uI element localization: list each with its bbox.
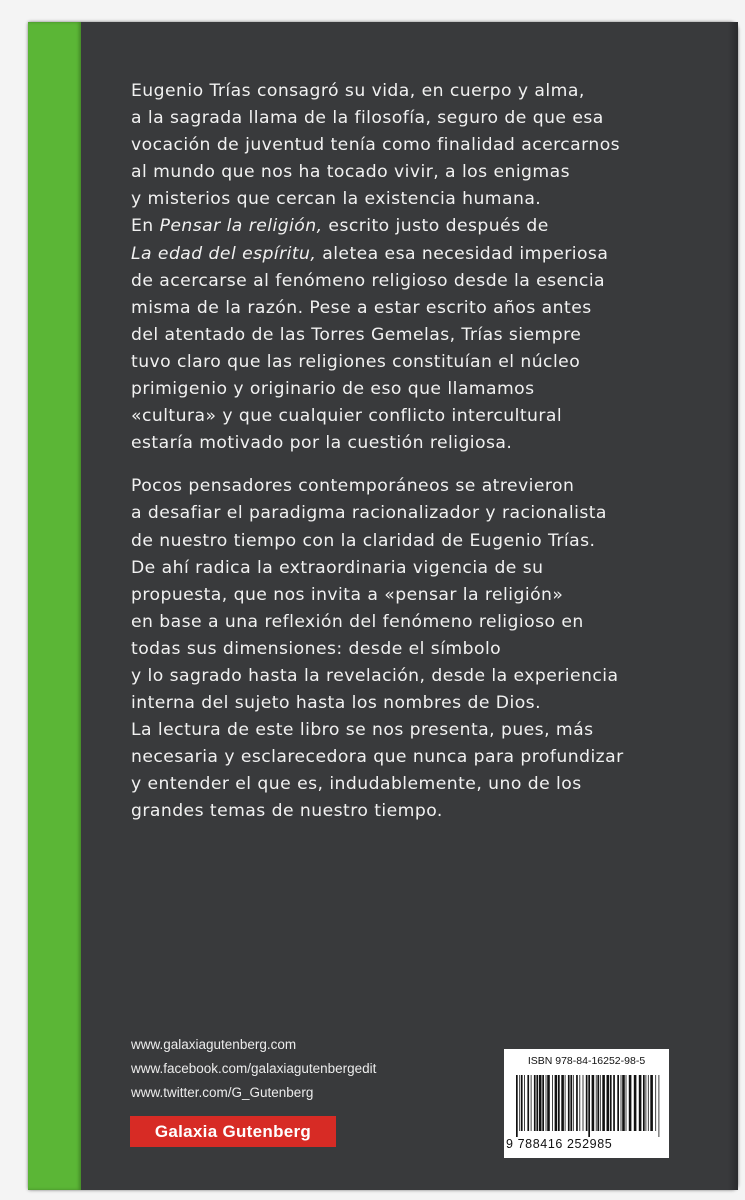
barcode-bar xyxy=(531,1075,532,1131)
barcode-bar xyxy=(565,1075,566,1131)
isbn-barcode xyxy=(504,1049,669,1158)
blurb-line xyxy=(131,582,701,609)
text-segment: todas sus dimensiones: desde el símbolo xyxy=(131,638,502,659)
book-title-italic: Pensar la religión, xyxy=(159,216,323,237)
text-segment: propuesta, que nos invita a «pensar la religión» xyxy=(131,584,564,605)
blurb-paragraph xyxy=(131,78,701,457)
barcode-bar xyxy=(610,1075,612,1131)
barcode-bar xyxy=(639,1075,642,1131)
blurb-line xyxy=(131,771,701,798)
barcode-bar xyxy=(542,1075,544,1131)
blurb-line xyxy=(131,663,701,690)
barcode-bar xyxy=(546,1075,547,1131)
barcode-bar xyxy=(596,1075,597,1131)
text-segment: de nuestro tiempo con la claridad de Eugenio Trías. xyxy=(131,530,596,551)
blurb-line xyxy=(131,78,701,105)
barcode-bar xyxy=(602,1075,605,1131)
blurb-line xyxy=(131,717,701,744)
barcode-bar xyxy=(621,1075,622,1131)
isbn-label: ISBN 978-84-16252-98-5 xyxy=(527,1055,646,1067)
barcode-bar xyxy=(626,1075,627,1131)
barcode-bar xyxy=(536,1075,538,1131)
blurb-line xyxy=(131,690,701,717)
green-spine xyxy=(28,22,81,1190)
barcode-bar xyxy=(570,1075,572,1131)
barcode-bar xyxy=(650,1075,653,1131)
barcode-bars xyxy=(514,1075,664,1137)
blurb-line xyxy=(131,159,701,186)
text-segment: de acercarse al fenómeno religioso desde la esencia xyxy=(131,270,606,291)
barcode-bar xyxy=(629,1075,632,1131)
barcode-bar xyxy=(519,1075,520,1131)
blurb-line xyxy=(131,186,701,213)
barcode-bar xyxy=(576,1075,578,1131)
barcode-bar xyxy=(579,1075,580,1131)
barcode-bar xyxy=(573,1075,574,1131)
barcode-bar xyxy=(558,1075,560,1131)
barcode-bar xyxy=(600,1075,601,1131)
barcode-bar xyxy=(568,1075,570,1131)
barcode-bar xyxy=(527,1075,529,1131)
barcode-bar xyxy=(659,1075,660,1137)
text-segment: y entender el que es, indudablemente, uno de los xyxy=(131,774,582,795)
blurb-line xyxy=(131,528,701,555)
website-link: www.galaxiagutenberg.com xyxy=(131,1037,297,1052)
blurb-line xyxy=(131,744,701,771)
barcode-bar xyxy=(613,1075,615,1131)
text-segment: vocación de juventud tenía como finalidad acercarnos xyxy=(131,135,621,156)
barcode-bar xyxy=(555,1075,558,1131)
text-segment: a la sagrada llama de la filosofía, seguro de que esa xyxy=(131,108,604,129)
text-segment: aletea esa necesidad imperiosa xyxy=(316,243,609,264)
blurb-line xyxy=(131,473,701,500)
text-segment: al mundo que nos ha tocado vivir, a los enigmas xyxy=(131,162,570,183)
barcode-bar xyxy=(561,1075,564,1131)
blurb-line xyxy=(131,132,701,159)
text-segment: La lectura de este libro se nos presenta, pues, más xyxy=(131,720,594,741)
twitter-link: www.twitter.com/G_Gutenberg xyxy=(131,1085,314,1100)
barcode-bar xyxy=(622,1075,625,1131)
barcode-bar xyxy=(646,1075,647,1131)
text-segment: Eugenio Trías consagró su vida, en cuerpo y alma, xyxy=(131,81,585,101)
barcode-bar xyxy=(655,1075,656,1131)
barcode-bar xyxy=(524,1075,525,1131)
publisher-logo: Galaxia Gutenberg xyxy=(130,1116,336,1147)
barcode-bar xyxy=(547,1075,550,1131)
blurb-line xyxy=(131,430,701,457)
barcode-bar xyxy=(643,1075,645,1131)
facebook-link: www.facebook.com/galaxiagutenbergedit xyxy=(131,1061,377,1076)
text-segment: y misterios que cercan la existencia humana. xyxy=(131,189,542,210)
barcode-bar xyxy=(597,1075,599,1131)
text-segment: escrito justo después de xyxy=(322,216,549,237)
blurb-line xyxy=(131,609,701,636)
text-segment: estaría motivado por la cuestión religiosa. xyxy=(131,433,513,454)
barcode-bar xyxy=(607,1075,610,1131)
text-segment: y lo sagrado hasta la revelación, desde la experiencia xyxy=(131,665,619,686)
barcode-bar xyxy=(592,1075,595,1131)
text-segment: interna del sujeto hasta los nombres de Dios. xyxy=(131,693,541,714)
text-segment: necesaria y esclarecedora que nunca para profundizar xyxy=(131,747,624,768)
blurb-line xyxy=(131,798,701,825)
cover-edge xyxy=(728,22,738,1190)
blurb-line xyxy=(131,376,701,403)
text-segment: «cultura» y que cualquier conflicto intercultural xyxy=(131,406,563,427)
text-segment: misma de la razón. Pese a estar escrito años antes xyxy=(131,297,592,318)
blurb-line xyxy=(131,241,701,268)
text-segment: grandes temas de nuestro tiempo. xyxy=(131,801,443,822)
blurb-line xyxy=(131,555,701,582)
barcode-bar xyxy=(648,1075,649,1131)
barcode-bar xyxy=(516,1075,518,1137)
barcode-bar xyxy=(539,1075,542,1131)
barcode-bar xyxy=(583,1075,584,1131)
publisher-links xyxy=(131,1033,376,1105)
barcode-bar xyxy=(521,1075,523,1131)
blurb-line xyxy=(131,403,701,430)
text-segment: Pocos pensadores contemporáneos se atrevieron xyxy=(131,476,575,497)
blurb-line xyxy=(131,636,701,663)
text-segment: En xyxy=(131,216,160,237)
blurb-line xyxy=(131,500,701,527)
blurb-line xyxy=(131,295,701,322)
barcode-bar xyxy=(534,1075,536,1131)
blurb-line xyxy=(131,213,701,240)
barcode-bar xyxy=(586,1075,588,1131)
text-segment: De ahí radica la extraordinaria vigencia de su xyxy=(131,557,544,578)
text-segment: a desafiar el paradigma racionalizador y racionalista xyxy=(131,503,607,524)
book-title-italic: La edad del espíritu, xyxy=(131,243,317,264)
blurb-line xyxy=(131,105,701,132)
barcode-bar xyxy=(617,1075,619,1131)
blurb-line xyxy=(131,349,701,376)
blurb-line xyxy=(131,322,701,349)
text-segment: primigenio y originario de eso que llamamos xyxy=(131,379,535,400)
text-segment: tuvo claro que las religiones constituían el núcleo xyxy=(131,351,581,372)
text-segment: en base a una reflexión del fenómeno religioso en xyxy=(131,611,584,632)
text-segment: del atentado de las Torres Gemelas, Trías siempre xyxy=(131,324,582,345)
blurb-line xyxy=(131,268,701,295)
barcode-bar xyxy=(634,1075,637,1131)
barcode-bar xyxy=(588,1075,590,1137)
blurb-text xyxy=(131,78,701,842)
barcode-digits: 9 788416 252985 xyxy=(506,1137,613,1151)
blurb-paragraph xyxy=(131,473,701,825)
barcode-bar xyxy=(552,1075,553,1131)
